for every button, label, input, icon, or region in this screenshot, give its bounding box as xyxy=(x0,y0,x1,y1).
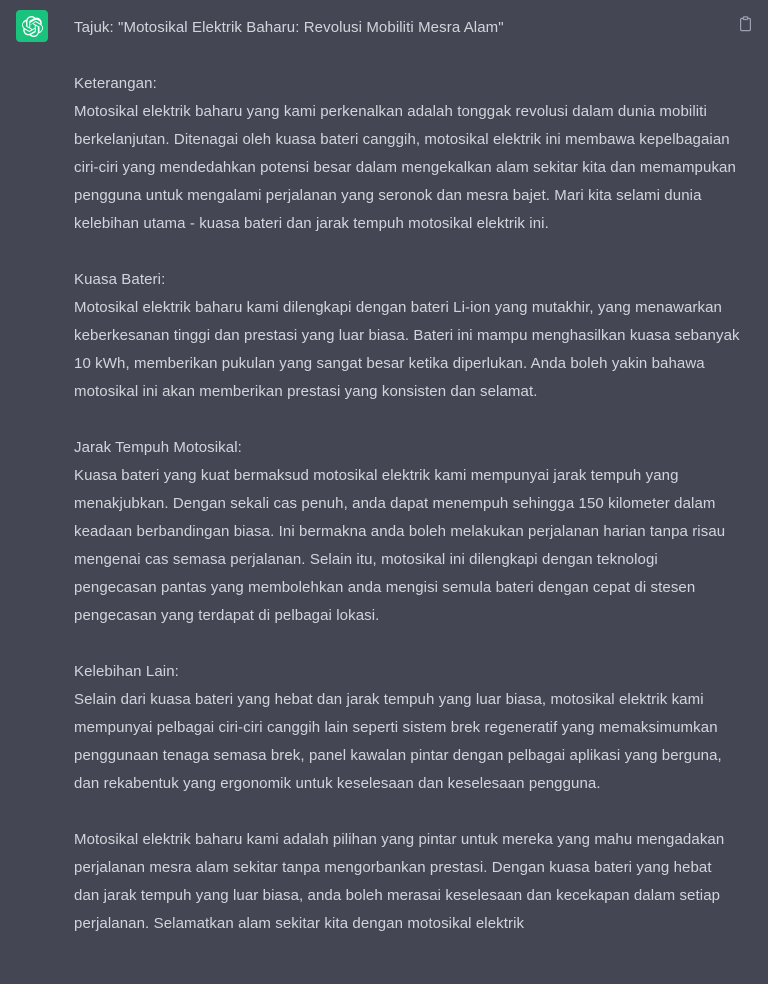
message-title: Tajuk: "Motosikal Elektrik Baharu: Revolusi Mobiliti Mesra Alam" xyxy=(74,19,504,36)
paragraph-kelebihan-lain xyxy=(74,658,740,798)
paragraph-heading: Kuasa Bateri: xyxy=(74,271,166,288)
paragraph-body: Motosikal elektrik baharu yang kami perkenalkan adalah tonggak revolusi dalam dunia mobiliti berkelanjutan. Ditenagai oleh kuasa bateri canggih, motosikal elektrik ini membawa kepelbagaian ciri-ciri yang mendedahkan potensi besar dalam mengekalkan alam sekitar kita dan memampukan pengguna untuk mengalami perjalanan yang seronok dan mesra bajet. Mari kita selami dunia kelebihan utama - kuasa bateri dan jarak tempuh motosikal elektrik ini. xyxy=(74,103,736,232)
message-content xyxy=(74,14,740,938)
paragraph-body: Kuasa bateri yang kuat bermaksud motosikal elektrik kami mempunyai jarak tempuh yang menakjubkan. Dengan sekali cas penuh, anda dapat menempuh sehingga 150 kilometer dalam keadaan berbandingan biasa. Ini bermakna anda boleh melakukan perjalanan harian tanpa risau mengenai cas semasa perjalanan. Selain itu, motosikal ini dilengkapi dengan teknologi pengecasan pantas yang membolehkan anda mengisi semula bateri dengan cepat di stesen pengecasan yang terdapat di pelbagai lokasi. xyxy=(74,467,726,624)
paragraph-jarak-tempuh xyxy=(74,434,740,630)
paragraph-body: Motosikal elektrik baharu kami dilengkapi dengan bateri Li-ion yang mutakhir, yang menawarkan keberkesanan tinggi dan prestasi yang luar biasa. Bateri ini mampu menghasilkan kuasa sebanyak 10 kWh, memberikan pukulan yang sangat besar ketika diperlukan. Anda boleh yakin bahawa motosikal ini akan memberikan prestasi yang konsisten dan selamat. xyxy=(74,299,740,400)
paragraph-heading: Keterangan: xyxy=(74,75,157,92)
paragraph-heading: Jarak Tempuh Motosikal: xyxy=(74,439,242,456)
paragraph-heading: Kelebihan Lain: xyxy=(74,663,179,680)
paragraph-keterangan xyxy=(74,70,740,238)
paragraph-kesimpulan xyxy=(74,826,740,938)
paragraph-kuasa-bateri xyxy=(74,266,740,406)
paragraph-body: Motosikal elektrik baharu kami adalah pilihan yang pintar untuk mereka yang mahu mengadakan perjalanan mesra alam sekitar tanpa mengorbankan prestasi. Dengan kuasa bateri yang hebat dan jarak tempuh yang luar biasa, anda boleh merasai keselesaan dan kecekapan dalam setiap perjalanan. Selamatkan alam sekitar kita dengan motosikal elektrik xyxy=(74,831,725,932)
avatar xyxy=(16,10,48,42)
openai-logo-icon xyxy=(22,16,43,37)
paragraph-body: Selain dari kuasa bateri yang hebat dan jarak tempuh yang luar biasa, motosikal elektrik kami mempunyai pelbagai ciri-ciri canggih lain seperti sistem brek regeneratif yang memaksimumkan penggunaan tenaga semasa brek, panel kawalan pintar dengan pelbagai aplikasi yang berguna, dan rekabentuk yang ergonomik untuk keselesaan dan keselesaan pengguna. xyxy=(74,691,722,792)
